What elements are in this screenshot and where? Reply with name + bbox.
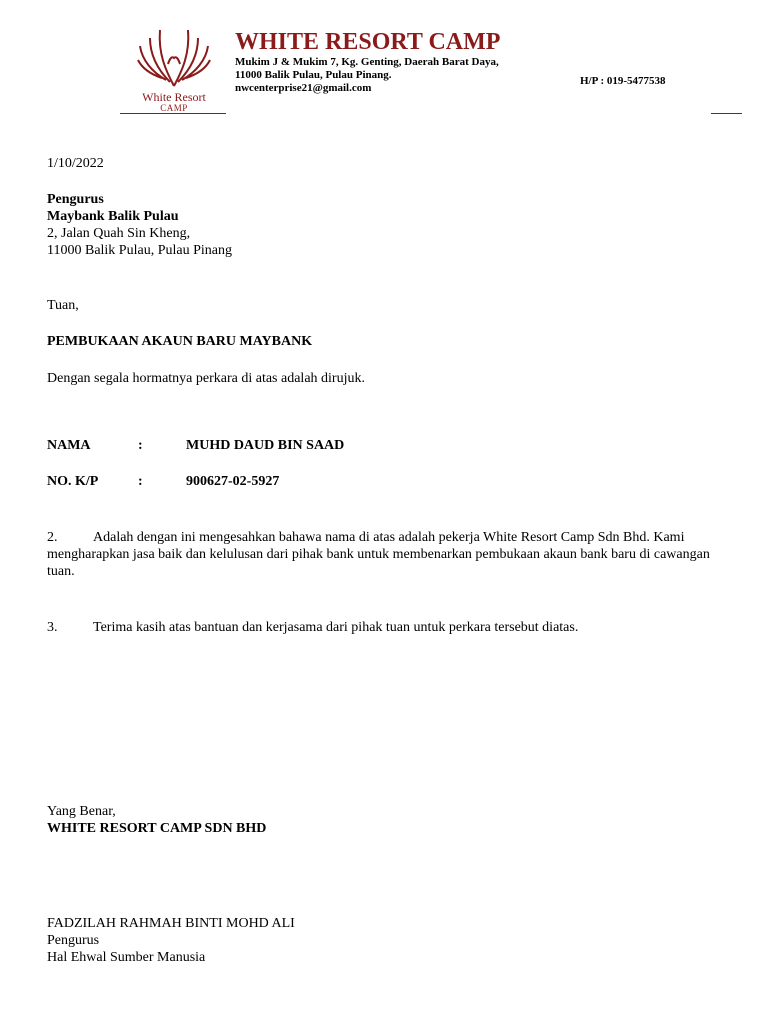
- signatory-department: Hal Ehwal Sumber Manusia: [47, 950, 206, 965]
- signatory-title: Pengurus: [47, 933, 100, 948]
- paragraph-2-text: Adalah dengan ini mengesahkan bahawa nama di atas adalah pekerja White Resort Camp Sdn Bhd. Kami mengharapkan jasa baik dan kelulusan dari pihak bank untuk membenarkan pembukaan akaun bank baru di cawangan tuan.: [47, 530, 710, 579]
- company-name: WHITE RESORT CAMP: [235, 29, 501, 55]
- recipient-address1: 2, Jalan Quah Sin Kheng,: [47, 226, 191, 241]
- company-address-line2: 11000 Balik Pulau, Pulau Pinang.: [235, 69, 392, 81]
- field-label-ic: NO. K/P: [47, 474, 99, 489]
- field-colon-name: :: [138, 438, 143, 453]
- paragraph-3-number: 3.: [47, 620, 58, 635]
- paragraph-2: [47, 529, 717, 580]
- field-colon-ic: :: [138, 474, 143, 489]
- field-value-ic: 900627-02-5927: [186, 474, 280, 489]
- letter-date: 1/10/2022: [47, 156, 104, 171]
- company-address-line1: Mukim J & Mukim 7, Kg. Genting, Daerah Barat Daya,: [235, 56, 499, 68]
- paragraph-2-number: 2.: [47, 530, 58, 545]
- recipient-bank: Maybank Balik Pulau: [47, 209, 179, 224]
- header-rule-right: [711, 113, 742, 114]
- letter-intro: Dengan segala hormatnya perkara di atas adalah dirujuk.: [47, 371, 365, 386]
- signatory-name: FADZILAH RAHMAH BINTI MOHD ALI: [47, 916, 295, 931]
- field-label-name: NAMA: [47, 438, 91, 453]
- salutation: Tuan,: [47, 298, 79, 313]
- company-logo: [122, 26, 226, 118]
- company-email: nwcenterprise21@gmail.com: [235, 82, 372, 94]
- closing-company: WHITE RESORT CAMP SDN BHD: [47, 821, 267, 836]
- company-phone: H/P : 019-5477538: [580, 75, 666, 87]
- logo-subtext: CAMP: [160, 103, 188, 113]
- logo-text: White Resort: [142, 90, 206, 104]
- closing: Yang Benar,: [47, 804, 116, 819]
- recipient-address2: 11000 Balik Pulau, Pulau Pinang: [47, 243, 232, 258]
- logo-underline: [120, 113, 226, 114]
- paragraph-3-text: Terima kasih atas bantuan dan kerjasama dari pihak tuan untuk perkara tersebut diatas.: [93, 620, 579, 635]
- letter-subject: PEMBUKAAN AKAUN BARU MAYBANK: [47, 334, 313, 349]
- wings-logo-icon: [136, 26, 212, 90]
- paragraph-3: [47, 619, 717, 636]
- recipient-title: Pengurus: [47, 192, 104, 207]
- field-value-name: MUHD DAUD BIN SAAD: [186, 438, 345, 453]
